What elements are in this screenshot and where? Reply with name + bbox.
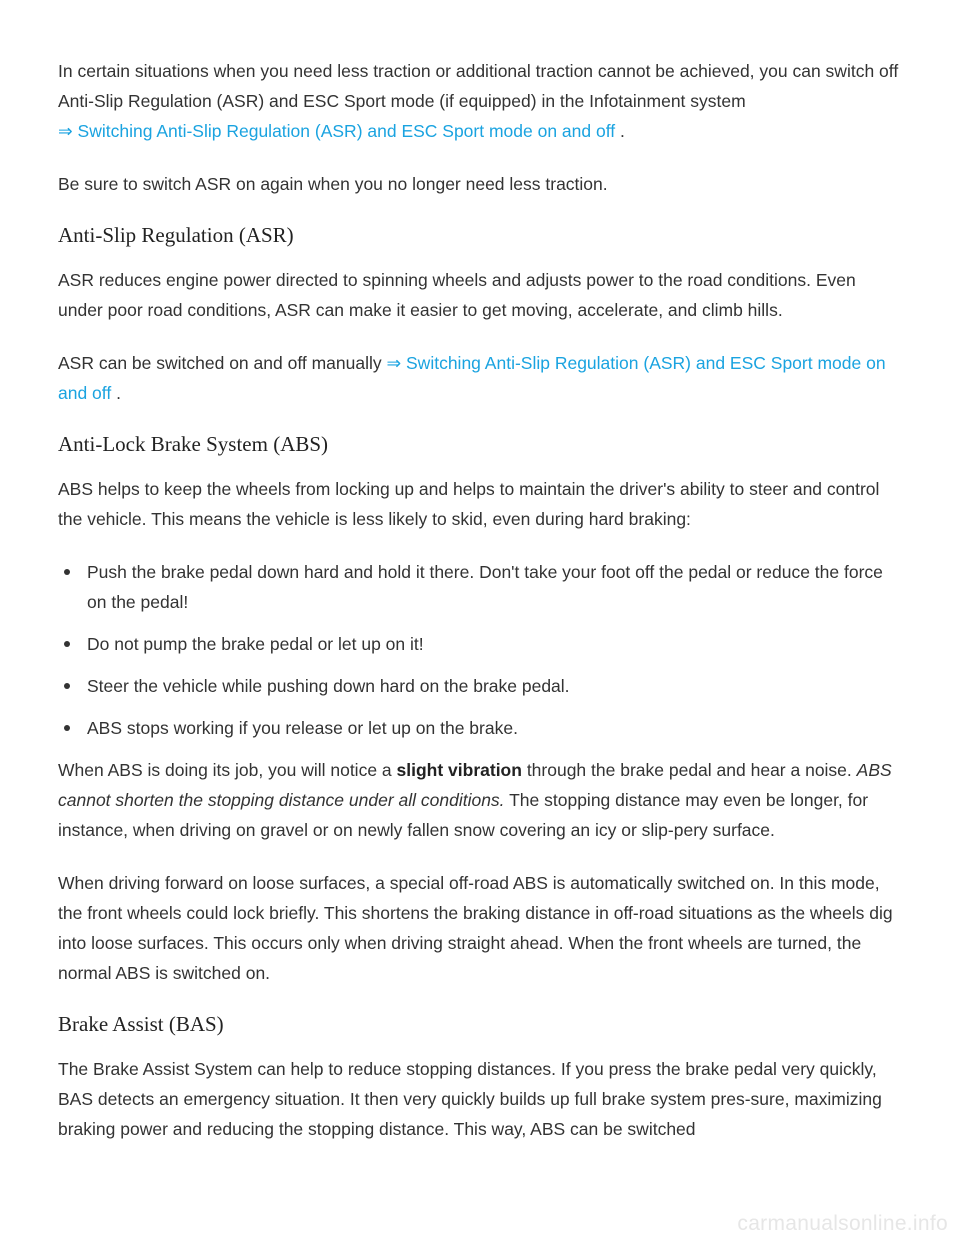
abs-description-paragraph: ABS helps to keep the wheels from locking up and helps to maintain the driver's ability to steer and control the vehicle. This means the vehicle is less likely to skid, even during hard braking: bbox=[58, 479, 880, 529]
asr-switch-link[interactable]: ⇒ Switching Anti-Slip Regulation (ASR) and ESC Sport mode on and off bbox=[58, 353, 886, 403]
manual-page bbox=[58, 56, 903, 1144]
bullet-icon bbox=[64, 569, 70, 575]
list-item bbox=[58, 713, 903, 743]
abs-vibration-paragraph bbox=[58, 755, 903, 845]
asr-heading: Anti-Slip Regulation (ASR) bbox=[58, 223, 294, 247]
intro-end: . bbox=[615, 121, 625, 141]
bas-description-paragraph: The Brake Assist System can help to reduce stopping distances. If you press the brake pedal very quickly, BAS detects an emergency situation. It then very quickly builds up full brake system pres-sure, maximizing braking power and reducing the stopping distance. This way, ABS can be switched bbox=[58, 1059, 882, 1139]
abs-heading: Anti-Lock Brake System (ABS) bbox=[58, 432, 329, 456]
asr-reminder-paragraph: Be sure to switch ASR on again when you no longer need less traction. bbox=[58, 174, 608, 194]
list-item-text: Steer the vehicle while pushing down hard on the brake pedal. bbox=[87, 676, 570, 696]
list-item bbox=[58, 671, 903, 701]
bas-heading: Brake Assist (BAS) bbox=[58, 1012, 224, 1036]
abs-vibration-text-a: When ABS is doing its job, you will notice a bbox=[58, 760, 397, 780]
list-item-text: Push the brake pedal down hard and hold it there. Don't take your foot off the pedal or reduce the force on the pedal! bbox=[87, 562, 883, 612]
list-item bbox=[58, 629, 903, 659]
abs-offroad-paragraph: When driving forward on loose surfaces, a special off-road ABS is automatically switched on. In this mode, the front wheels could lock briefly. This shortens the braking distance in off-road situations as the wheels dig into loose surfaces. This occurs only when driving straight ahead. When the front wheels are turned, the normal ABS is switched on. bbox=[58, 873, 893, 983]
list-item bbox=[58, 557, 903, 617]
abs-vibration-emphasis: slight vibration bbox=[396, 760, 522, 780]
intro-text: In certain situations when you need less traction or additional traction cannot be achieved, you can switch off Anti-Slip Regulation (ASR) and ESC Sport mode (if equipped) in the Infotainment system bbox=[58, 61, 899, 111]
abs-vibration-italic: ABS cannot shorten the stopping distance under all conditions. bbox=[58, 760, 892, 810]
bullet-icon bbox=[64, 725, 70, 731]
bullet-icon bbox=[64, 683, 70, 689]
abs-vibration-text-c: The stopping distance may even be longer, for instance, when driving on gravel or on newly fallen snow covering an icy or slip-pery surface. bbox=[58, 790, 869, 840]
asr-manual-text: ASR can be switched on and off manually bbox=[58, 353, 387, 373]
intro-paragraph bbox=[58, 56, 903, 146]
asr-manual-paragraph bbox=[58, 348, 903, 408]
list-item-text: ABS stops working if you release or let up on the brake. bbox=[87, 718, 518, 738]
abs-instructions-list bbox=[58, 557, 903, 743]
list-item-text: Do not pump the brake pedal or let up on it! bbox=[87, 634, 424, 654]
watermark-logo: carmanualsonline.info bbox=[737, 1212, 948, 1235]
bullet-icon bbox=[64, 641, 70, 647]
asr-description-paragraph: ASR reduces engine power directed to spinning wheels and adjusts power to the road conditions. Even under poor road conditions, ASR can make it easier to get moving, accelerate, and climb hills. bbox=[58, 270, 856, 320]
asr-manual-end: . bbox=[111, 383, 121, 403]
abs-vibration-text-b: through the brake pedal and hear a noise. bbox=[521, 760, 857, 780]
asr-esc-switch-link[interactable]: ⇒ Switching Anti-Slip Regulation (ASR) and ESC Sport mode on and off bbox=[58, 121, 616, 141]
